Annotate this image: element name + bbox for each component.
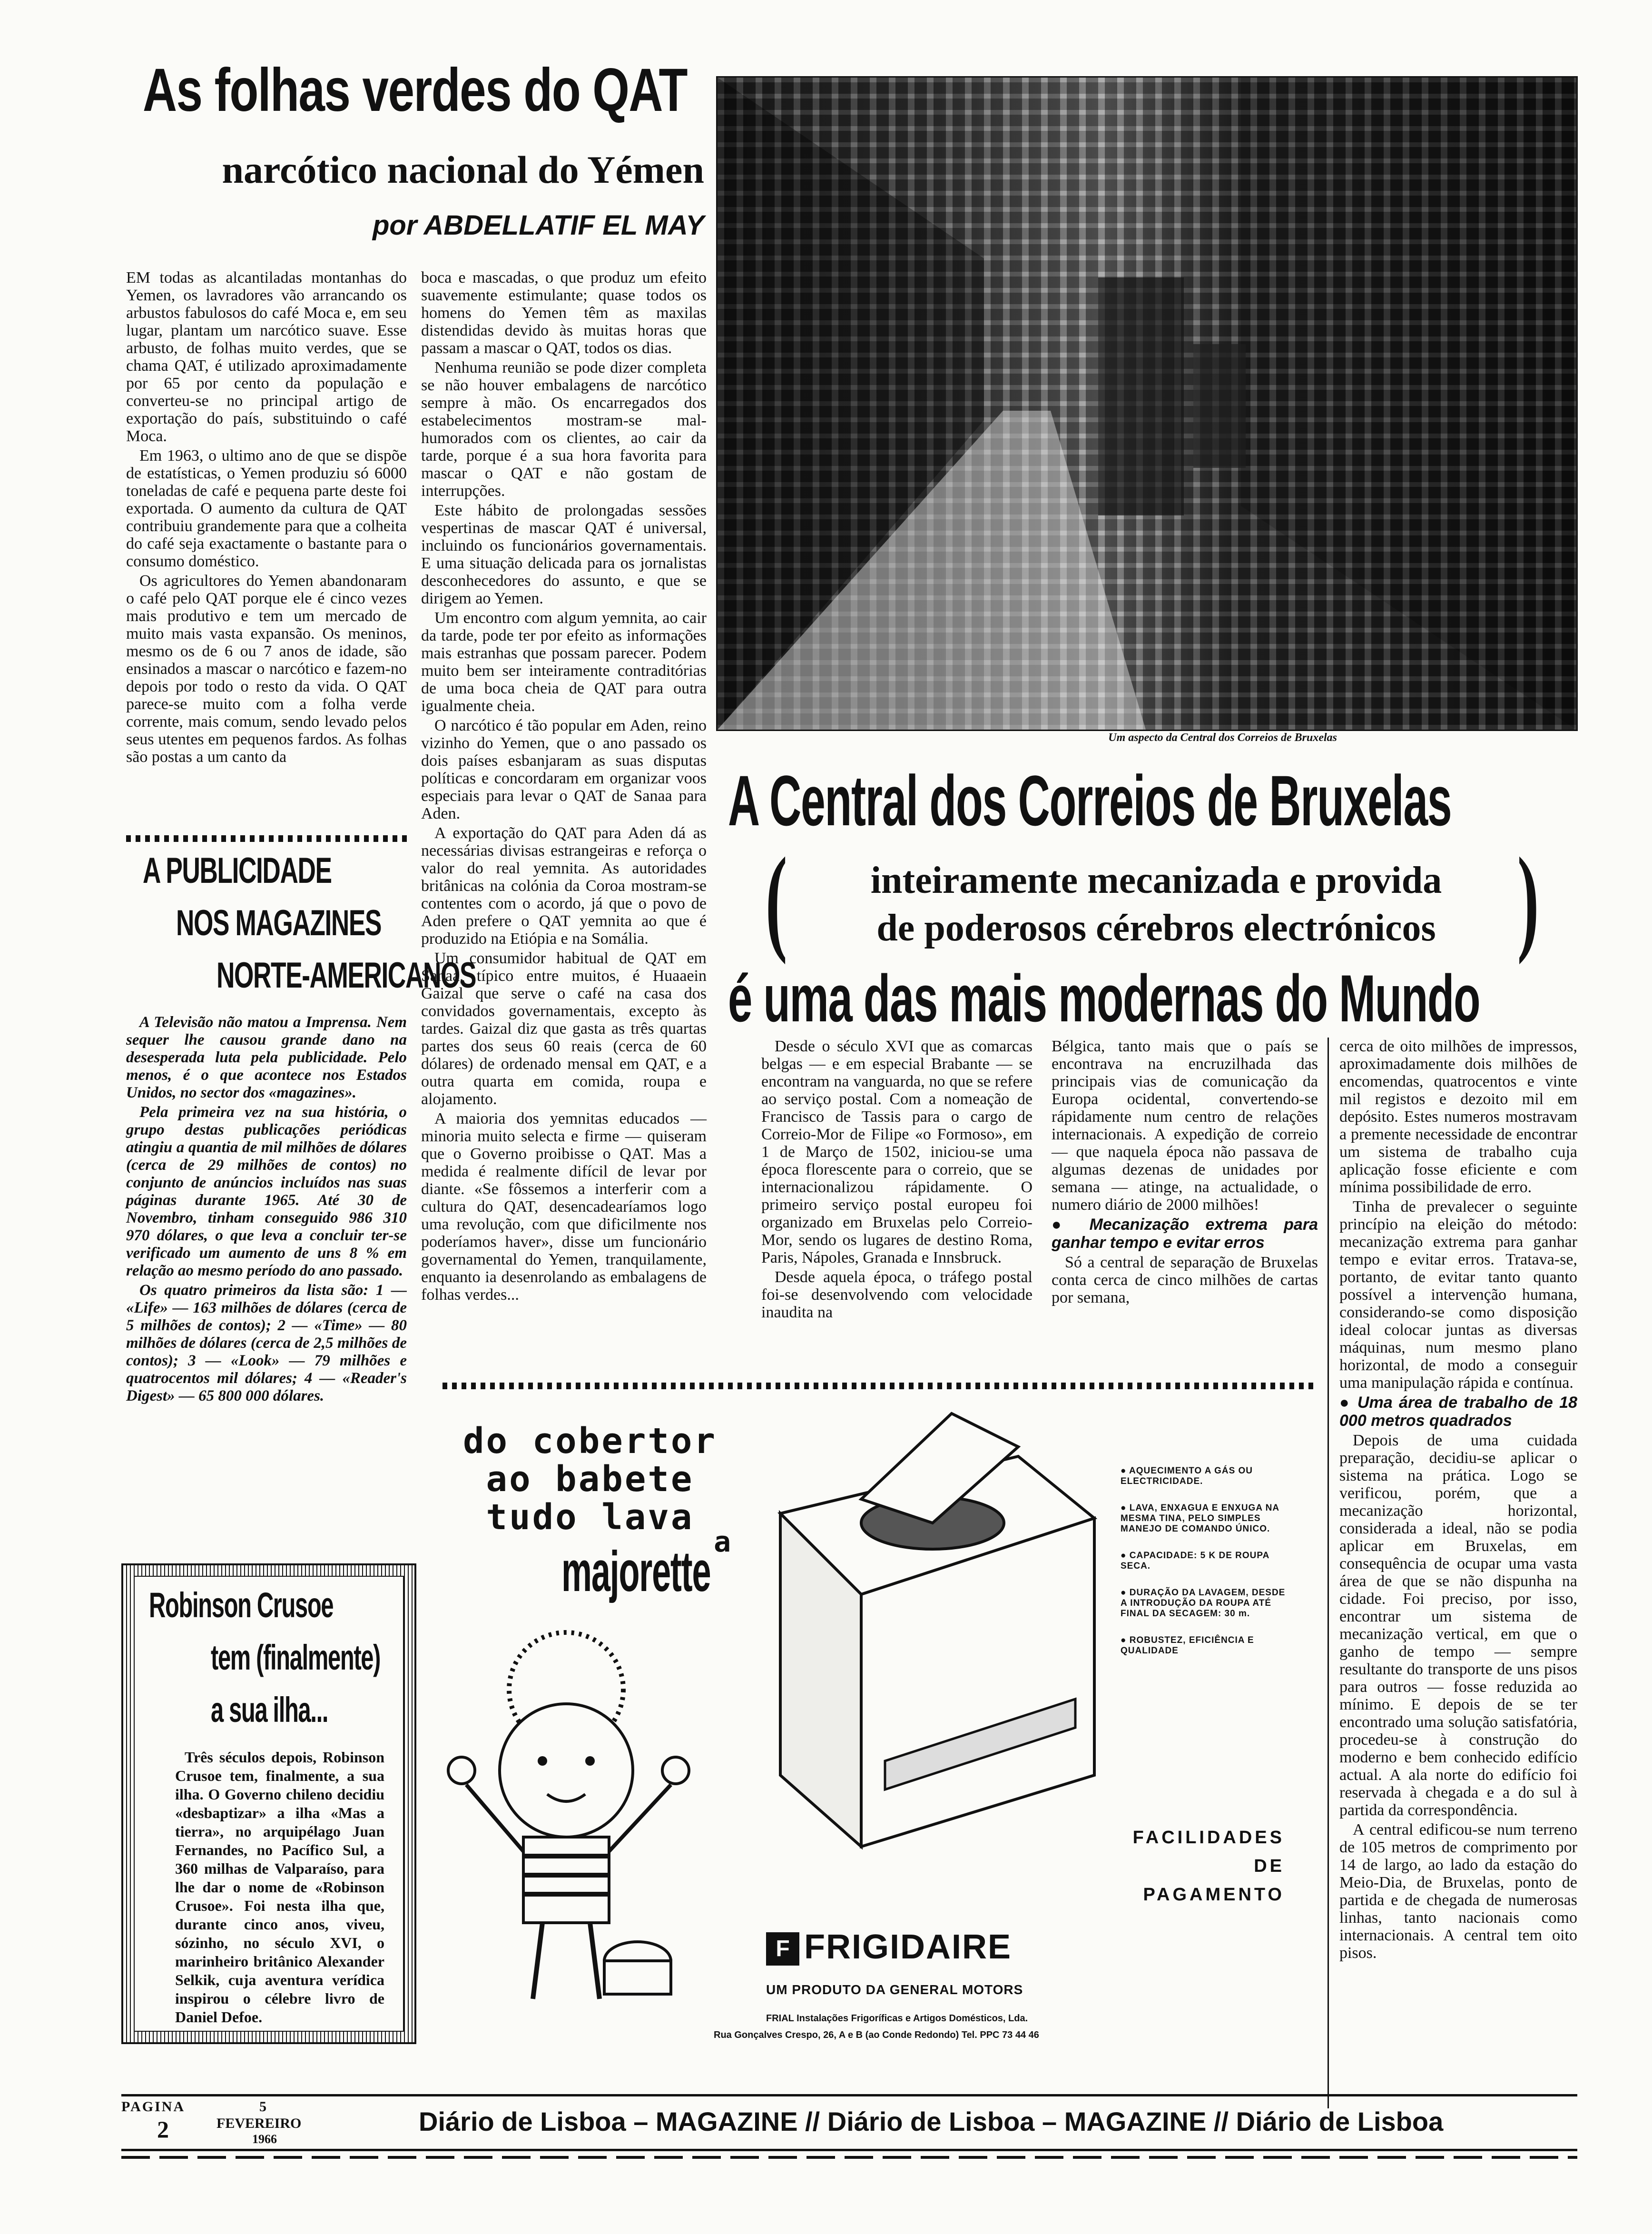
robinson-box [121, 1563, 416, 2044]
qat-paragraph: Em 1963, o ultimo ano de que se dispõe de estatísticas, o Yemen produziu só 6000 toneladas de café e pequena parte deste foi exportada. O aumento da cultura de QAT contribuiu grandemente para que a colheita do café seja exactamente o bastante para o consumo doméstico. [126, 447, 407, 570]
central-subheading: ● Uma área de trabalho de 18 000 metros quadrados [1339, 1394, 1577, 1430]
robinson-title-1: Robinson Crusoe [149, 1585, 334, 1625]
ad-feature-item: ● AQUECIMENTO A GÁS OU ELECTRICIDADE. [1121, 1466, 1253, 1486]
central-paragraph: A central edificou-se num terreno de 105 metros de comprimento por 14 de largo, ao lado da estação do Meio-Dia, de Bruxelas, ponto de partida e de chegada de numerosas linhas, tanto nacionais como internacionais. A central tem oito pisos. [1339, 1821, 1577, 1962]
footer-rule-bottom [121, 2149, 1577, 2151]
frigidaire-logo-mark: F [766, 1932, 799, 1966]
qat-paragraph: boca e mascadas, o que produz um efeito suavemente estimulante; quase todos os homens do Yemen têm as maxilas distendidas devido às muitas horas que passam a mascar o QAT, todos os dias. [421, 269, 707, 357]
ad-slogan-3: tudo lava [486, 1497, 694, 1538]
pub-text [126, 1014, 407, 1407]
qat-paragraph: O narcótico é tão popular em Aden, reino vizinho do Yemen, que o ano passado os dois países esbanjaram as suas disputas políticas e concordaram em organizar voos especiais para levar o QAT de Sanaa para Aden. [421, 717, 707, 822]
ad-frial: FRIAL Instalações Frigoríficas e Artigos Domésticos, Lda. [766, 2013, 1028, 2024]
central-column-1 [761, 1038, 1032, 1323]
central-column-3 [1339, 1038, 1577, 1964]
robinson-title-3: a sua ilha... [211, 1690, 328, 1730]
qat-paragraph: Um consumidor habitual de QAT em Sanaa, típico entre muitos, é Huaaein Gaizal que serve o café na casa dos convidados governamentais, excepto às tardes. Gaizal diz que gasta as três quartas partes dos seus 60 reais (cerca de 60 dólares) de ordenado mensal em QAT, e a outra quarta em comida, roupa e alojamento. [421, 949, 707, 1108]
photo-perspective [718, 78, 1576, 730]
footer-page-number: 2 [157, 2116, 169, 2143]
ad-feature-item: ● LAVA, ENXAGUA E ENXUGA NA MESMA TINA, PELO SIMPLES MANEJO DE COMANDO ÚNICO. [1121, 1503, 1279, 1534]
ad-product: UM PRODUTO DA GENERAL MOTORS [766, 1982, 1023, 1997]
ornament-rule [126, 835, 407, 842]
central-paragraph: Só a central de separação de Bruxelas conta cerca de cinco milhões de cartas por semana, [1052, 1254, 1318, 1306]
qat-paragraph: Um encontro com algum yemnita, ao cair da tarde, pode ter por efeito as informações mais estranhas que possam parecer. Podem muito bem ser inteiramente contraditórias de uma boca cheia de QAT para outra igualmente cheia. [421, 609, 707, 715]
footer-rule-top [121, 2094, 1577, 2096]
ad-facil-2: DE [1254, 1856, 1285, 1876]
pub-paragraph: A Televisão não matou a Imprensa. Nem sequer lhe causou grande dano na desesperada luta pela publicidade. Pelo menos, é o que acontece nos Estados Unidos, no sector dos «magazines». [126, 1014, 407, 1101]
qat-paragraph: Os agricultores do Yemen abandonaram o café pelo QAT porque ele é cinco vezes mais produtivo e tem um mercado de muito mais vasta expansão. Os meninos, mesmo os de 6 ou 7 anos de idade, são ensinados a mascar o narcótico e fazem-no depois por todo o resto da vida. O QAT parece-se muito com a folha verde corrente, mais comum, sendo levado pelos seus utentes em pequenos fardos. As folhas são postas a um canto da [126, 572, 407, 766]
ad-slogan-2: ao babete [486, 1459, 694, 1500]
ad-slogan-a: a [714, 1525, 731, 1559]
ad-feature-item: ● CAPACIDADE: 5 K DE ROUPA SECA. [1121, 1551, 1269, 1571]
qat-paragraph: Este hábito de prolongadas sessões vespertinas de mascar QAT é universal, incluindo os funcionários governamentais. E uma situação delicada para os jornalistas desconhecedores do assunto, e que se dirigem ao Yemen. [421, 502, 707, 607]
central-subheading: ● Mecanização extrema para ganhar tempo e evitar erros [1052, 1216, 1318, 1252]
ad-facil-1: FACILIDADES [1132, 1828, 1285, 1848]
central-paragraph: Desde o século XVI que as comarcas belgas — e em especial Brabante — se encontram na vanguarda, no que se refere ao serviço postal. Com a nomeação de Francisco de Tassis para o cargo de Correio-Mor de Filipe «o Formoso», em 1 de Março de 1502, iniciou-se uma época florescente para o correio, que se internacionalizou rápidamente. O primeiro serviço postal europeu foi organizado em Bruxelas pelo Correio-Mor, sendo os lugares de destino Roma, Paris, Nápoles, Granada e Innsbruck. [761, 1038, 1032, 1266]
ad-slogan-1: do cobertor [462, 1421, 718, 1462]
pub-title-1: A PUBLICIDADE [143, 850, 332, 891]
qat-paragraph: A exportação do QAT para Aden dá as necessárias divisas estrangeiras e reforça o valor do real yemnita. As autoridades britânicas na colónia da Coroa mostram-se contentes com o acordo, já que o povo de Aden prefere o QAT yemnita ao que é produzido na Etiópia e na Somália. [421, 824, 707, 948]
central-subtitle: é uma das mais modernas do Mundo [728, 961, 1480, 1036]
photo-caption: Um aspecto da Central dos Correios de Bruxelas [1108, 731, 1337, 744]
qat-title: As folhas verdes do QAT [143, 56, 687, 124]
ad-feature-item: ● DURAÇÃO DA LAVAGEM, DESDE A INTRODUÇÃO DA ROUPA ATÉ FINAL DA SECAGEM: 30 m. [1121, 1588, 1286, 1619]
footer-pagina: PAGINA [121, 2099, 186, 2115]
ad-facil-3: PAGAMENTO [1143, 1885, 1285, 1905]
footer-month: FEVEREIRO [216, 2115, 302, 2131]
footer-day: 5 [259, 2099, 266, 2115]
central-paragraph: cerca de oito milhões de impressos, aproximadamente dois milhões de encomendas, quatrocentos e vinte mil registos e dezoito mil em depósito. Estes numeros mostravam a premente necessidade de encontrar um sistema de trabalho cuja aplicação fosse eficiente e com mínima possibilidade de erro. [1339, 1038, 1577, 1196]
central-paragraph: Bélgica, tanto mais que o país se encontrava na encruzilhada das principais vias de comunicação da Europa ocidental, convertendo-se rápidamente num centro de relações internacionais. A expedição de correio — que naquela época não passava de algumas dezenas de unidades por semana — atinge, na actualidade, o numero diário de 2000 milhões! [1052, 1038, 1318, 1214]
central-title: A Central dos Correios de Bruxelas [728, 761, 1452, 840]
footer-rule-dashes [121, 2156, 1577, 2159]
washing-machine-illustration [752, 1394, 1113, 1875]
central-paragraph: Tinha de prevalecer o seguinte princípio na eleição do método: mecanização extrema para ganhar tempo e evitar erros. Tratava-se, portanto, de evitar tanto quanto possível a intervenção humana, considerando-se como disposição ideal colocar juntas as diversas máquinas, num mesmo plano horizontal, de modo a conseguir uma manipulação rápida e contínua. [1339, 1198, 1577, 1392]
ad-address: Rua Gonçalves Crespo, 26, A e B (ao Conde Redondo) Tel. PPC 73 44 46 [714, 2030, 1039, 2040]
paren-right: ) [1517, 833, 1539, 965]
paren-left: ( [765, 833, 787, 965]
column-rule [1328, 1038, 1329, 2108]
ad-brand: majorette [561, 1540, 711, 1603]
pub-title-3: NORTE-AMERICANOS [216, 955, 476, 996]
qat-paragraph: A maioria dos yemnitas educados — minoria muito selecta e firme — quiseram que o Governo proibisse o QAT. Mas a medida é realmente difícil de levar por diante. «Se fôssemos a interferir com a cultura do QAT, desencadearíamos logo uma revolução, com que dificilmente nos poderíamos haver», disse um funcionário governamental do Yemen, tranquilamente, enquanto ia desenrolando as embalagens de folhas verdes... [421, 1110, 707, 1304]
pub-title-2: NOS MAGAZINES [176, 903, 382, 943]
ad-logo: FRIGIDAIRE [804, 1928, 1012, 1966]
central-paren-line-1: inteiramente mecanizada e provida [870, 860, 1442, 901]
ad-feature-item: ● ROBUSTEZ, EFICIÊNCIA E QUALIDADE [1121, 1635, 1254, 1656]
footer-banner: Diário de Lisboa – MAGAZINE // Diário de Lisboa – MAGAZINE // Diário de Lisboa [419, 2106, 1444, 2136]
robinson-title-2: tem (finalmente) [211, 1638, 381, 1677]
central-paragraph: Desde aquela época, o tráfego postal foi-se desenvolvendo com velocidade inaudita na [761, 1268, 1032, 1321]
post-office-photo [716, 76, 1578, 731]
pub-paragraph: Os quatro primeiros da lista são: 1 — «Life» — 163 milhões de dólares (cerca de 5 milhões de contos); 2 — «Time» — 80 milhões de dólares (cerca de 2,5 milhões de contos); 3 — «Look» — 79 milhões e quatrocentos mil dólares; 4 — «Reader's Digest» — 65 800 000 dólares. [126, 1282, 407, 1404]
qat-column-2 [421, 269, 707, 1305]
central-paragraph: Depois de uma cuidada preparação, decidiu-se aplicar o sistema na prática. Logo se verificou, porém, que a mecanização horizontal, considerada a ideal, não se podia aplicar em Bruxelas, em consequência de ocupar uma vasta área de que se não dispunha na cidade. Foi preciso, por isso, encontrar um sistema de mecanização vertical, em que o ganho de tempo — sempre resultante do transporte de uns pisos para outros — fosse reduzida ao mínimo. E depois de se ter encontrado uma solução satisfatória, procedeu-se à construção do moderno e bem conhecido edifício actual. A ala norte do edifício foi reservada à chegada e a do sul à partida da correspondência. [1339, 1432, 1577, 1819]
qat-column-1 [126, 269, 407, 768]
majorette-illustration [438, 1628, 704, 2018]
pub-paragraph: Pela primeira vez na sua história, o grupo destas publicações periódicas atingiu a quantia de mil milhões de dólares (cerca de 29 milhões de contos) no conjunto de anúncios incluídos nas suas páginas durante 1965. Até 30 de Novembro, tinham conseguido 986 310 970 dólares, o que leva a concluir ter-se verificado um aumento de uns 8 % em relação ao mesmo período do ano passado. [126, 1104, 407, 1279]
central-paren-line-2: de poderosos cérebros electrónicos [876, 907, 1436, 949]
ad-features [1121, 1466, 1292, 1672]
footer-year: 1966 [252, 2132, 277, 2146]
qat-byline: por ABDELLATIF EL MAY [372, 210, 704, 241]
robinson-inner [134, 1576, 404, 2032]
qat-paragraph: Nenhuma reunião se pode dizer completa se não houver embalagens de narcótico sempre à mão. Os encarregados dos estabelecimentos mostram-se mal-humorados com os clientes, ao cair da tarde, porque é a sua hora favorita para mascar o QAT e não gostam de interrupções. [421, 359, 707, 500]
ornament-rule [442, 1383, 1318, 1389]
central-column-2 [1052, 1038, 1318, 1308]
qat-subtitle: narcótico nacional do Yémen [222, 148, 704, 191]
robinson-text: Três séculos depois, Robinson Crusoe tem, finalmente, a sua ilha. O Governo chileno decidiu «desbaptizar» a ilha «Mas a tierra», no arquipélago Juan Fernandes, no Pacífico Sul, a 360 milhas de Valparaíso, para lhe dar o nome de «Robinson Crusoe». Foi nesta ilha que, durante cinco anos, viveu, sózinho, no século XVI, o marinheiro britânico Alexander Selkik, cuja aventura verídica inspirou o célebre livro de Daniel Defoe. [175, 1749, 384, 2026]
qat-paragraph: EM todas as alcantiladas montanhas do Yemen, os lavradores vão arrancando os arbustos fabulosos do café Moca e, em seu lugar, plantam um narcótico suave. Esse arbusto, de folhas muito verdes, que se chama QAT, é utilizado aproximadamente por 65 por cento da população e converteu-se no principal artigo de exportação do país, substituindo o café Moca. [126, 269, 407, 445]
